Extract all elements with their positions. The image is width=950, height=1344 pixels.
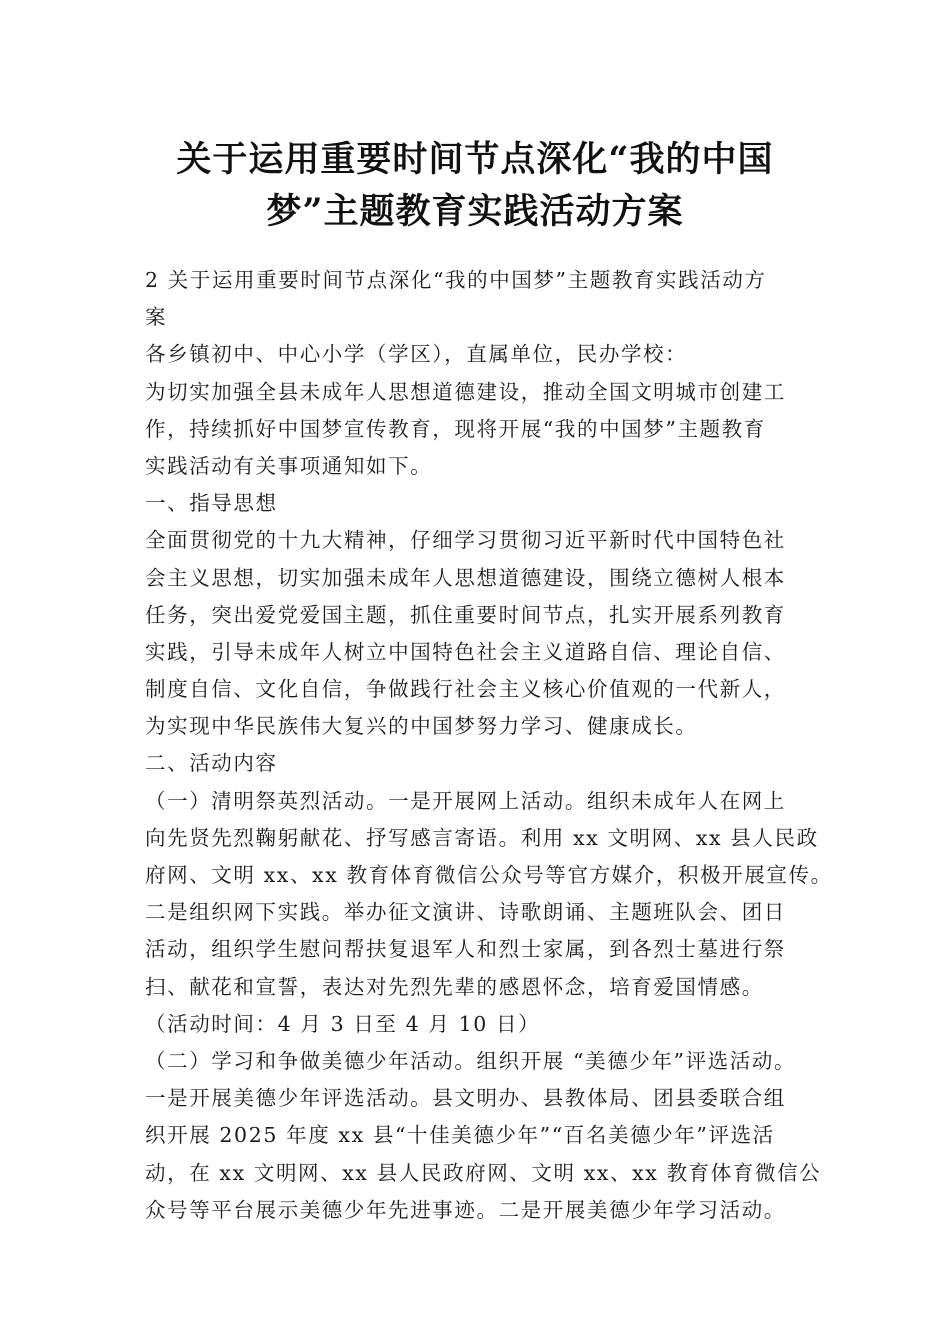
body-line: 活动，组织学生慰问帮扶复退军人和烈士家属，到各烈士墓进行祭	[145, 937, 786, 962]
body-line: 为实现中华民族伟大复兴的中国梦努力学习、健康成长。	[145, 714, 698, 739]
body-line: 扫、献花和宣誓，表达对先烈先辈的感恩怀念，培育爱国情感。	[145, 974, 764, 999]
document-title	[100, 134, 850, 238]
body-line: 为切实加强全县未成年人思想道德建设，推动全国文明城市创建工	[145, 379, 786, 404]
body-line: 实践活动有关事项通知如下。	[145, 453, 433, 478]
document-body	[145, 262, 835, 1229]
body-line: （一）清明祭英烈活动。一是开展网上活动。组织未成年人在网上	[145, 788, 786, 813]
body-line: 全面贯彻党的十九大精神，仔细学习贯彻习近平新时代中国特色社	[145, 528, 786, 553]
body-line: （活动时间：4 月 3 日至 4 月 10 日）	[145, 1011, 541, 1036]
section-heading: 一、指导思想	[145, 491, 278, 516]
body-line: 各乡镇初中、中心小学（学区），直属单位，民办学校：	[145, 342, 688, 367]
body-line: 府网、文明 xx、xx 教育体育微信公众号等官方媒介，积极开展宣传。	[145, 863, 833, 887]
body-line: 动，在 xx 文明网、xx 县人民政府网、文明 xx、xx 教育体育微信公	[145, 1160, 822, 1185]
body-line: 案	[145, 305, 168, 330]
section-heading: 二、活动内容	[145, 751, 278, 776]
body-line: 二是组织网下实践。举办征文演讲、诗歌朗诵、主题班队会、团日	[145, 900, 786, 925]
body-line: （二）学习和争做美德少年活动。组织开展 “美德少年”评选活动。	[145, 1048, 797, 1073]
body-line: 2 关于运用重要时间节点深化“我的中国梦”主题教育实践活动方	[145, 268, 767, 292]
body-line: 制度自信、文化自信，争做践行社会主义核心价值观的一代新人，	[145, 677, 786, 702]
body-line: 一是开展美德少年评选活动。县文明办、县教体局、团县委联合组	[145, 1086, 786, 1111]
body-line: 任务，突出爱党爱国主题，抓住重要时间节点，扎实开展系列教育	[145, 602, 786, 627]
body-line: 会主义思想，切实加强未成年人思想道德建设，围绕立德树人根本	[145, 565, 786, 590]
body-line: 向先贤先烈鞠躬献花、抒写感言寄语。利用 xx 文明网、xx 县人民政	[145, 825, 819, 850]
title-line-1: 关于运用重要时间节点深化“我的中国	[176, 139, 774, 180]
body-line: 众号等平台展示美德少年先进事迹。二是开展美德少年学习活动。	[145, 1197, 786, 1222]
body-line: 作，持续抓好中国梦宣传教育，现将开展“我的中国梦”主题教育	[145, 416, 766, 441]
title-line-2: 梦”主题教育实践活动方案	[266, 191, 684, 232]
body-line: 实践，引导未成年人树立中国特色社会主义道路自信、理论自信、	[145, 639, 786, 664]
body-line: 织开展 2025 年度 xx 县“十佳美德少年”“百名美德少年”评选活	[145, 1123, 775, 1148]
